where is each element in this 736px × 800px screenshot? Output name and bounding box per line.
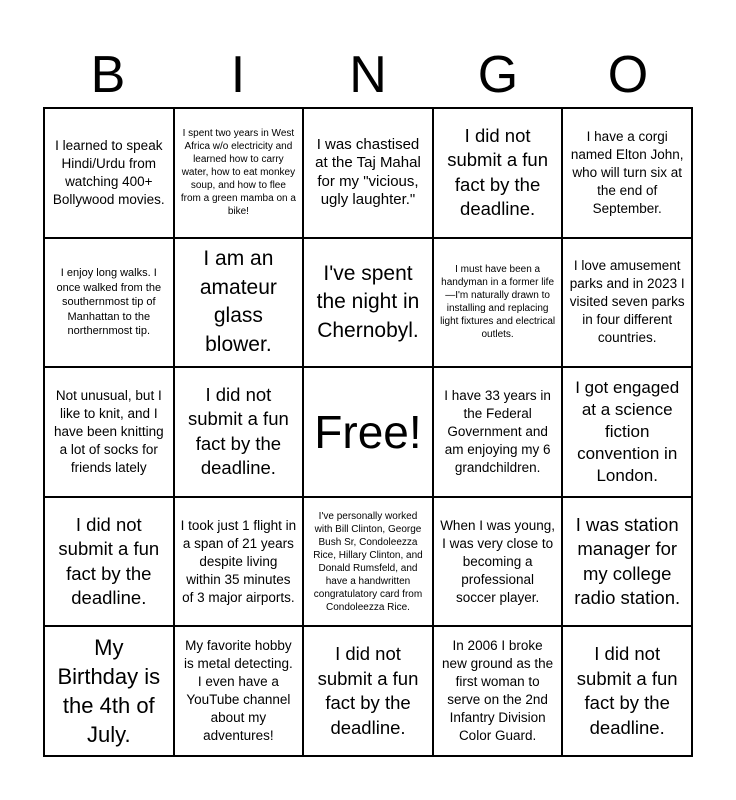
bingo-cell-r2c1	[44, 238, 174, 368]
cell-text: I enjoy long walks. I once walked from the southernmost tip of Manhattan to the northernmost tip.	[56, 267, 162, 338]
bingo-cell-r4c3	[303, 497, 433, 627]
cell-text: I did not submit a fun fact by the deadline.	[188, 383, 289, 479]
bingo-cell-r3c3-free	[303, 367, 433, 497]
bingo-cell-r2c2	[174, 238, 304, 368]
bingo-cell-r4c5	[562, 497, 692, 627]
header-letter-i: I	[230, 46, 246, 104]
bingo-cell-r1c3	[303, 108, 433, 238]
cell-text: I have 33 years in the Federal Government and am enjoying my 6 grandchildren.	[444, 387, 551, 475]
bingo-cell-r5c5	[562, 626, 692, 756]
bingo-cell-r3c1	[44, 367, 174, 497]
bingo-cell-r4c4	[433, 497, 563, 627]
bingo-cell-r1c5	[562, 108, 692, 238]
bingo-cell-r3c2	[174, 367, 304, 497]
cell-text: I did not submit a fun fact by the deadline.	[447, 124, 548, 220]
cell-text: I took just 1 flight in a span of 21 years despite living within 35 minutes of 3 major airports.	[180, 517, 297, 605]
cell-text: I love amusement parks and in 2023 I visited seven parks in four different countries.	[569, 258, 685, 346]
cell-text: I am an amateur glass blower.	[199, 247, 277, 356]
bingo-cell-r2c4	[433, 238, 563, 368]
cell-text: I was station manager for my college radio station.	[574, 513, 681, 609]
cell-text: My Birthday is the 4th of July.	[57, 635, 161, 748]
bingo-cell-r1c4	[433, 108, 563, 238]
cell-text: I did not submit a fun fact by the deadline.	[576, 643, 678, 738]
cell-text: I was chastised at the Taj Mahal for my "vicious, ugly laughter."	[315, 135, 421, 209]
bingo-cell-r3c4	[433, 367, 563, 497]
bingo-cell-r3c5	[562, 367, 692, 497]
cell-text: I did not submit a fun fact by the deadline.	[58, 513, 160, 609]
cell-text: When I was young, I was very close to becoming a professional soccer player.	[440, 517, 555, 605]
cell-text: In 2006 I broke new ground as the first woman to serve on the 2nd Infantry Division Color Guard.	[442, 638, 554, 744]
bingo-cell-r4c2	[174, 497, 304, 627]
cell-text: I got engaged at a science fiction convention in London.	[575, 377, 680, 485]
cell-text: I spent two years in West Africa w/o electricity and learned how to carry water, how to eat monkey soup, and how to flee from a green mamba on a bike!	[180, 128, 296, 218]
header-letter-b: B	[90, 46, 126, 104]
bingo-cell-r5c3	[303, 626, 433, 756]
cell-text: I must have been a handyman in a former life—I'm naturally drawn to installing and replacing light fixtures and electrical outlets.	[440, 264, 556, 341]
bingo-cell-r5c2	[174, 626, 304, 756]
bingo-header	[43, 44, 693, 106]
header-letter-g: G	[477, 46, 519, 104]
cell-text: My favorite hobby is metal detecting. I even have a YouTube channel about my adventures!	[183, 638, 293, 744]
bingo-cell-r2c5	[562, 238, 692, 368]
bingo-cell-r5c4	[433, 626, 563, 756]
bingo-cell-r5c1	[44, 626, 174, 756]
header-letter-o: O	[607, 46, 649, 104]
bingo-cell-r1c2	[174, 108, 304, 238]
bingo-grid	[43, 107, 693, 757]
cell-text: I did not submit a fun fact by the deadline.	[317, 643, 419, 738]
cell-text: Not unusual, but I like to knit, and I have been knitting a lot of socks for friends lately	[54, 387, 164, 475]
cell-text: I've personally worked with Bill Clinton, George Bush Sr, Condoleezza Rice, Hillary Clinton, and Donald Rumsfeld, and have a handwritten congratulatory card from Condoleezza Rice.	[313, 510, 423, 613]
bingo-cell-r2c3	[303, 238, 433, 368]
free-space-label: Free!	[314, 405, 422, 458]
cell-text: I learned to speak Hindi/Urdu from watching 400+ Bollywood movies.	[52, 137, 165, 207]
cell-text: I have a corgi named Elton John, who will turn six at the end of September.	[570, 128, 684, 216]
bingo-cell-r1c1	[44, 108, 174, 238]
cell-text: I've spent the night in Chernobyl.	[316, 261, 420, 342]
bingo-cell-r4c1	[44, 497, 174, 627]
header-letter-n: N	[349, 46, 387, 104]
